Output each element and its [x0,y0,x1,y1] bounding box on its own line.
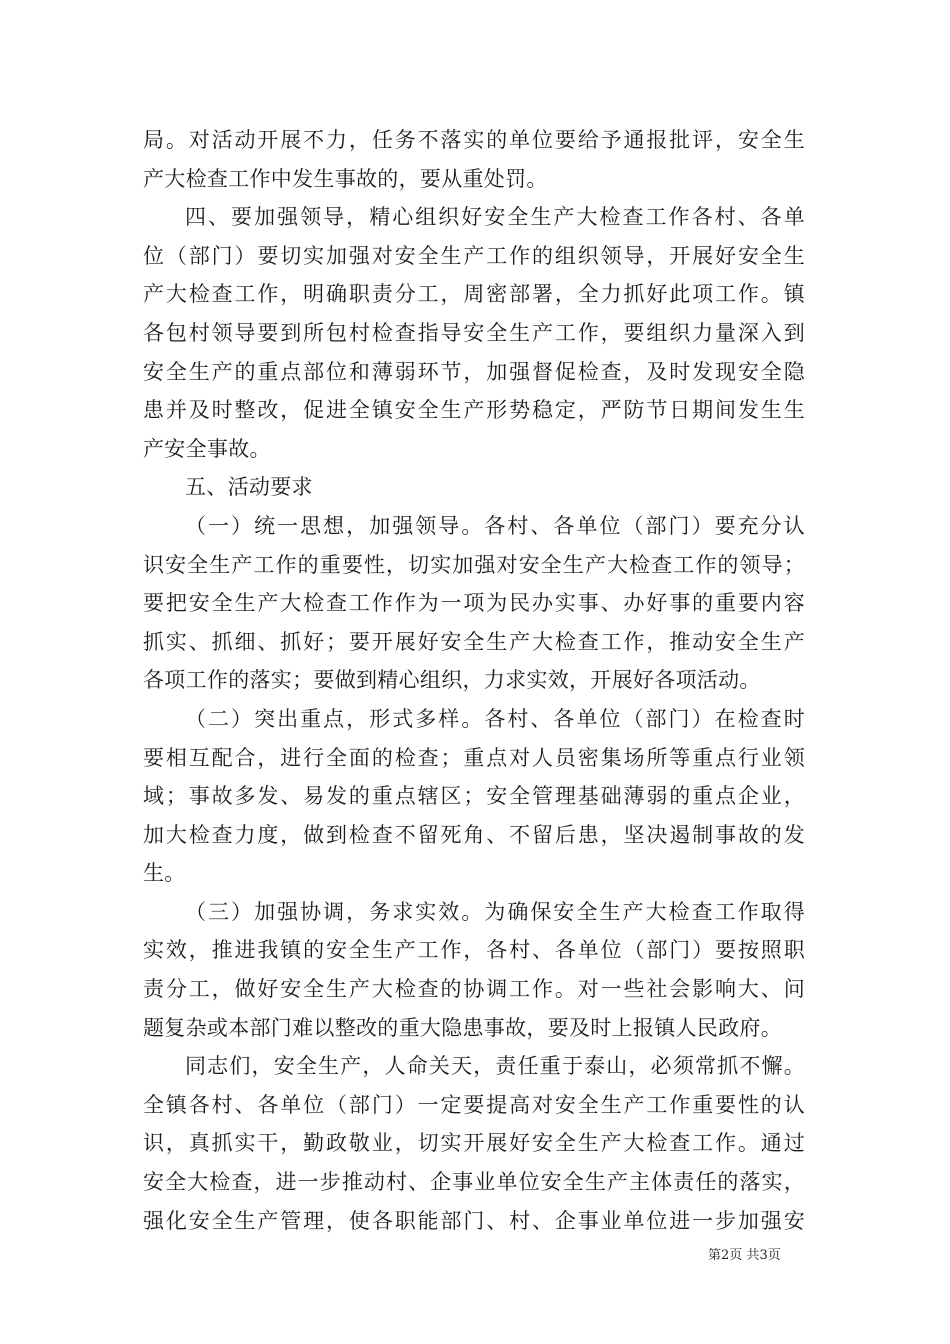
page-number-footer [708,1244,781,1263]
page-middle: 页 共 [729,1248,760,1263]
text-line: 实效，推进我镇的安全生产工作，各村、各单位（部门）要按照职 [143,938,805,963]
text-line: 抓实、抓细、抓好；要开展好安全生产大检查工作，推动安全生产 [143,629,805,654]
text-line: 局。对活动开展不力，任务不落实的单位要给予通报批评，安全生 [143,128,805,152]
page-current: 2 [721,1248,730,1263]
subsection-line: （一）统一思想，加强领导。各村、各单位（部门）要充分认 [185,513,805,538]
text-line: 强化安全生产管理，使各职能部门、村、企事业单位进一步加强安 [143,1208,805,1233]
subsection-line: （二）突出重点，形式多样。各村、各单位（部门）在检查时 [185,706,805,731]
text-line: 全镇各村、各单位（部门）一定要提高对安全生产工作重要性的认 [143,1092,805,1117]
subsection-line: （三）加强协调，务求实效。为确保安全生产大检查工作取得 [185,899,805,924]
text-line: 产安全事故。 [143,436,271,461]
closing-paragraph-line: 同志们，安全生产，人命关天，责任重于泰山，必须常抓不懈。 [185,1054,805,1079]
text-line: 各项工作的落实；要做到精心组织，力求实效，开展好各项活动。 [143,668,761,693]
text-line: 要把安全生产大检查工作作为一项为民办实事、办好事的重要内容 [143,591,805,616]
text-line: 责分工，做好安全生产大检查的协调工作。对一些社会影响大、问 [143,977,805,1002]
text-line: 产大检查工作中发生事故的，要从重处罚。 [143,166,548,191]
page-total: 3 [759,1248,768,1263]
text-line: 患并及时整改，促进全镇安全生产形势稳定，严防节日期间发生生 [143,398,805,423]
text-line: 各包村领导要到所包村检查指导安全生产工作，要组织力量深入到 [143,320,805,345]
text-line: 加大检查力度，做到检查不留死角、不留后患，坚决遏制事故的发 [143,822,805,847]
text-line: 要相互配合，进行全面的检查；重点对人员密集场所等重点行业领 [143,745,805,770]
text-line: 题复杂或本部门难以整改的重大隐患事故，要及时上报镇人民政府。 [143,1015,782,1040]
body-text [143,121,805,1240]
text-line: 安全生产的重点部位和薄弱环节，加强督促检查，及时发现安全隐 [143,359,805,384]
page-prefix: 第 [708,1248,722,1263]
page-suffix: 页 [767,1248,781,1263]
section-heading: 五、活动要求 [185,475,313,500]
text-line: 域；事故多发、易发的重点辖区；安全管理基础薄弱的重点企业， [143,784,805,809]
text-line: 位（部门）要切实加强对安全生产工作的组织领导，开展好安全生 [143,243,805,268]
section-heading-line: 四、要加强领导，精心组织好安全生产大检查工作各村、各单 [185,205,805,230]
text-line: 产大检查工作，明确职责分工，周密部署，全力抓好此项工作。镇 [143,282,805,307]
text-line: 安全大检查，进一步推动村、企事业单位安全生产主体责任的落实， [143,1170,805,1195]
text-line: 生。 [143,861,186,886]
text-line: 识，真抓实干，勤政敬业，切实开展好安全生产大检查工作。通过 [143,1131,805,1156]
text-line: 识安全生产工作的重要性，切实加强对安全生产大检查工作的领导； [143,552,805,577]
